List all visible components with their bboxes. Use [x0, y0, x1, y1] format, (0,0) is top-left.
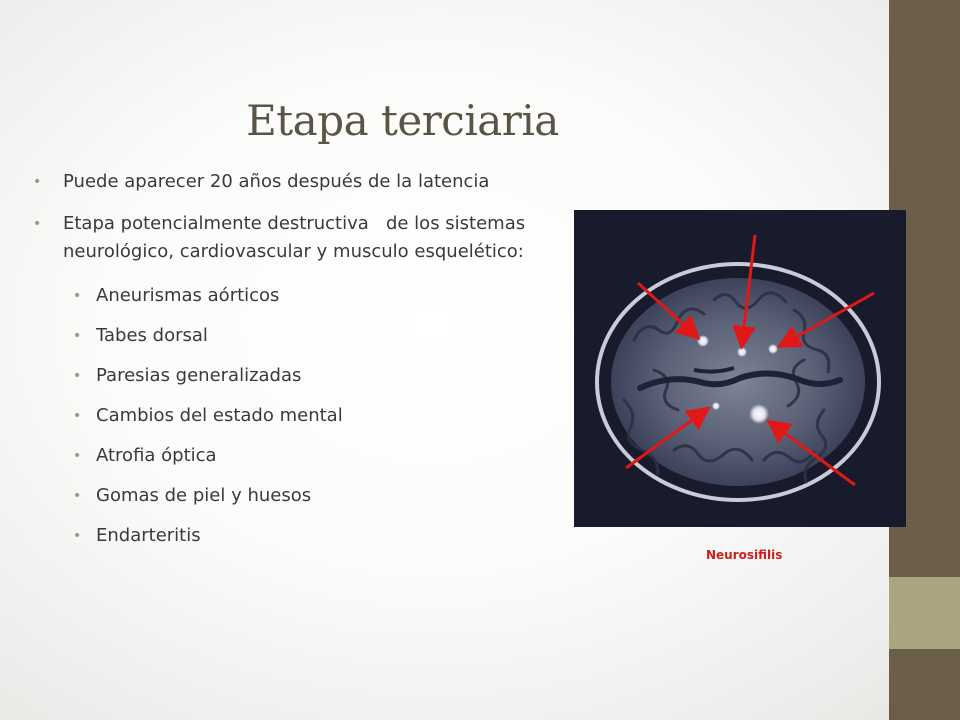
side-decoration-accent: [889, 577, 960, 649]
sub-bullet-text: Gomas de piel y huesos: [96, 485, 312, 506]
sub-bullet-text: Cambios del estado mental: [96, 405, 343, 426]
bullet-icon: •: [33, 216, 42, 232]
bullet-icon: •: [33, 174, 42, 190]
slide-title: Etapa terciaria: [246, 96, 559, 145]
bullet-icon: •: [73, 288, 82, 304]
sub-bullet-text: Tabes dorsal: [96, 325, 208, 346]
bullet-icon: •: [73, 368, 82, 384]
bullet-icon: •: [73, 448, 82, 464]
bullet-text: Puede aparecer 20 años después de la latencia: [63, 171, 490, 192]
bullet-item: [33, 210, 533, 266]
sub-bullet-item: [33, 322, 533, 350]
sub-bullet-item: [33, 482, 533, 510]
sub-bullet-text: Aneurismas aórticos: [96, 285, 280, 306]
bullet-icon: •: [73, 528, 82, 544]
sub-bullet-item: [33, 362, 533, 390]
image-caption: Neurosifilis: [706, 548, 783, 562]
bullet-text: Etapa potencialmente destructiva de los sistemas neurológico, cardiovascular y musculo esquelético:: [63, 213, 531, 262]
sub-bullet-text: Paresias generalizadas: [96, 365, 302, 386]
bullet-icon: •: [73, 488, 82, 504]
sub-bullet-item: [33, 522, 533, 550]
bullet-icon: •: [73, 408, 82, 424]
sub-bullet-text: Atrofia óptica: [96, 445, 217, 466]
sub-bullet-item: [33, 402, 533, 430]
bullet-item: [33, 168, 533, 196]
brain-mri-image: [574, 210, 906, 527]
bullet-icon: •: [73, 328, 82, 344]
sub-bullet-text: Endarteritis: [96, 525, 201, 546]
sub-bullet-item: [33, 282, 533, 310]
sub-bullet-item: [33, 442, 533, 470]
bullet-list: [33, 168, 533, 550]
